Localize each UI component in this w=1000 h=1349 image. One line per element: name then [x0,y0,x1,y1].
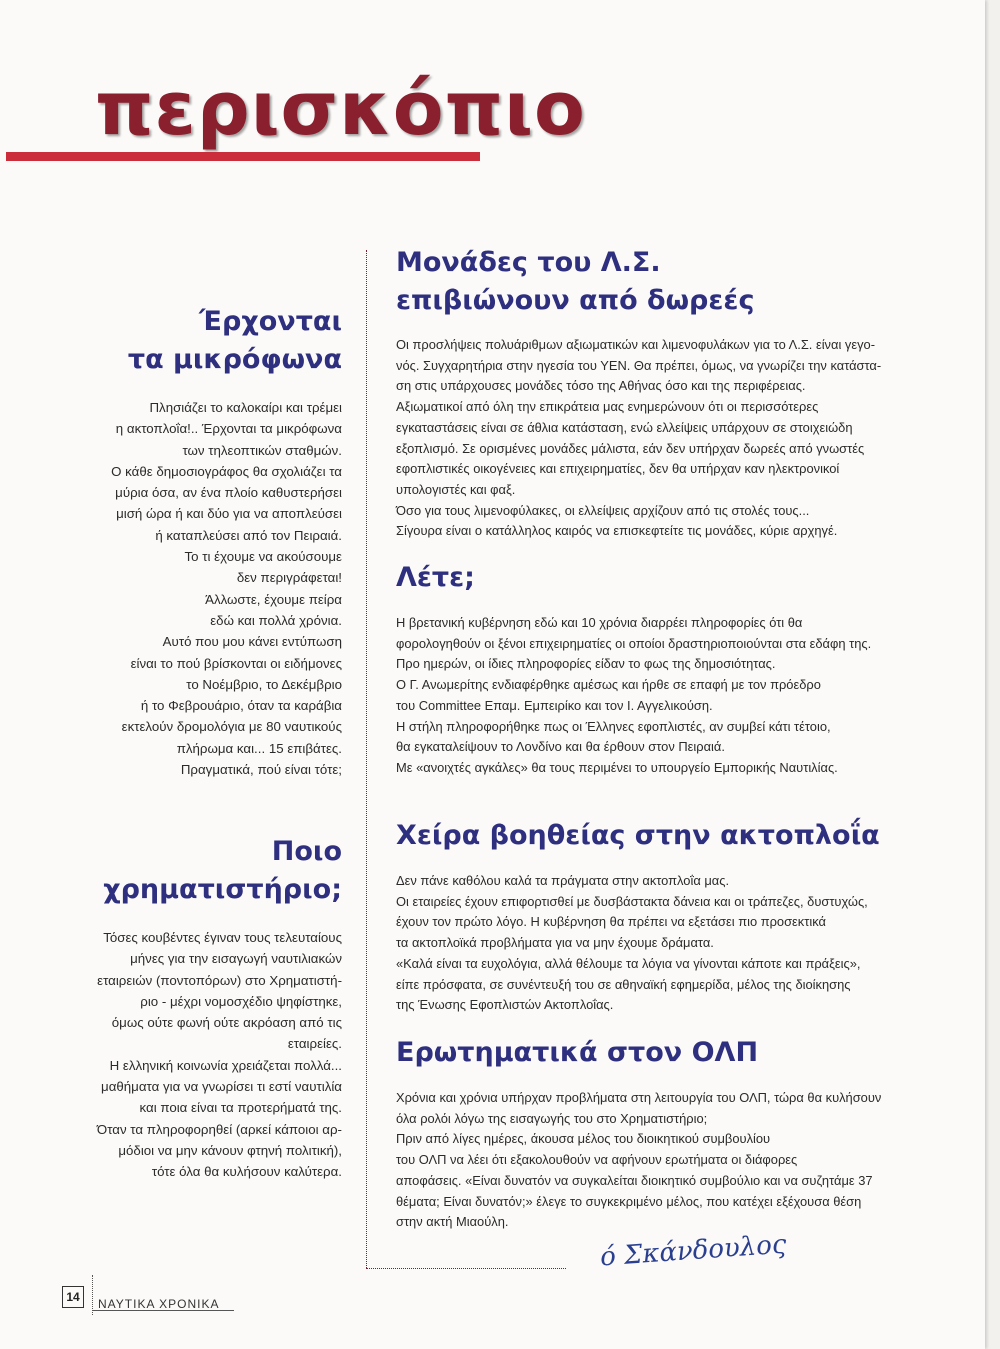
text-line: Η ελληνική κοινωνία χρειάζεται πολλά... [109,1057,342,1073]
text-line: χρηματιστήριο; [103,874,342,905]
article-body [396,335,916,542]
text-line: Η στήλη πληροφορήθηκε πως οι Έλληνες εφοπλιστές, αν συμβεί κάτι τέτοιο, [396,718,831,734]
text-line: Ποιο [271,836,342,867]
text-line: είπε πρόσφατα, σε συνέντευξή του σε αθηναϊκή εφημερίδα, μέλος της διοίκησης [396,976,851,992]
text-line: των τηλεοπτικών σταθμών. [182,442,342,458]
text-line: το Νοέμβριο, το Δεκέμβριο [186,676,342,692]
text-line: της Ένωσης Εφοπλιστών Ακτοπλοΐας. [396,997,614,1013]
text-line: έχουν τον πρώτο λόγο. Η κυβέρνηση θα πρέπει να εξετάσει πιο προσεκτικά [396,914,826,930]
section-masthead: περισκόπιο [95,66,586,152]
text-line: Τόσες κουβέντες έγιναν τους τελευταίους [103,930,342,945]
text-line: πλήρωμα και... 15 επιβάτες. [176,740,342,756]
text-line: είναι το πού βρίσκονται οι ειδήμονες [130,655,342,671]
text-line: Μονάδες του Λ.Σ. [396,247,661,278]
text-line: θέματα; Είναι δυνατόν;» έλεγε το συγκεκριμένο μέλος, που κατέχει εξέχουσα θέση [396,1193,862,1209]
article-heading: Λέτε; [396,562,475,593]
text-line: Δεν πάνε καθόλου καλά τα πράγματα στην ακτοπλοΐα μας. [396,873,730,888]
text-line: Έρχονται [199,306,342,337]
text-line: Όταν τα πληροφορηθεί (αρκεί κάποιοι αρ- [96,1121,342,1137]
text-line: Ο Γ. Ανωμερίτης ενδιαφέρθηκε αμέσως και ήρθε σε επαφή με τον πρόεδρο [396,677,821,693]
text-line: του Committee Επαμ. Εμπειρίκο και τον Ι. Αγγελικούση. [396,697,713,713]
column-divider-bottom [366,1268,566,1269]
text-line: υπολογιστές και φαξ. [396,481,516,497]
text-line: Όσο για τους λιμενοφύλακες, οι ελλείψεις αρχίζουν από τις στολές τους... [396,502,810,518]
text-line: μύρια όσα, αν ένα πλοίο καθυστερήσει [115,485,342,501]
text-line: τα μικρόφωνα [127,344,342,375]
text-line: Χρόνια και χρόνια υπήρχαν προβλήματα στη λειτουργία του ΟΛΠ, τώρα θα κυλήσουν [396,1090,882,1105]
text-line: εξοπλισμό. Σε ορισμένες μονάδες μάλιστα, εάν δεν υπήρχαν δωρεές από γνωστές [396,440,865,456]
text-line: Οι προσλήψεις πολυάριθμων αξιωματικών και λιμενοφυλάκων για το Λ.Σ. είναι γεγο- [396,337,875,352]
text-line: ή το Φεβρουάριο, όταν τα καράβια [140,698,342,714]
text-line: εκτελούν δρομολόγια με 80 ναυτικούς [121,719,342,735]
text-line: όλα ρολόι λόγω της εισαγωγής του στο Χρηματιστήριο; [396,1110,708,1126]
article-heading [396,244,916,320]
text-line: ριο - μέχρι νομοσχέδιο ψηφίστηκε, [140,993,342,1009]
article-body [396,1088,916,1233]
text-line: Ο κάθε δημοσιογράφος θα σχολιάζει τα [111,463,342,479]
text-line: μήνες για την εισαγωγή ναυτιλιακών [130,951,342,967]
text-line: θα εγκαταλείψουν το Λονδίνο και θα έρθουν στον Πειραιά. [396,739,725,755]
text-line: «Καλά είναι τα ευχολόγια, αλλά θέλουμε τα λόγια να γίνονται κάποτε και πράξεις», [396,955,861,971]
text-line: εταιρειών (ποντοπόρων) στο Χρηματιστή- [97,972,342,988]
article-body [396,871,916,1016]
text-line: Η βρετανική κυβέρνηση εδώ και 10 χρόνια διαρρέει πληροφορίες ότι θα [396,615,803,630]
text-line: δεν περιγράφεται! [236,570,342,586]
page-number: 14 [62,1286,84,1308]
text-line: Άλλωστε, έχουμε πείρα [205,591,342,607]
text-line: Σίγουρα είναι ο κατάλληλος καιρός να επισκεφτείτε τις μονάδες, κύριε αρχηγέ. [396,523,838,539]
text-line: εγκαταστάσεις είναι σε άθλια κατάσταση, ενώ ελλείψεις υπάρχουν σε στοιχειώδη [396,419,853,435]
text-line: Προ ημερών, οι ίδιες πληροφορίες είδαν το φως της δημοσιότητας. [396,656,776,672]
text-line: η ακτοπλοΐα!.. Έρχονται τα μικρόφωνα [115,421,342,437]
text-line: Αυτό που μου κάνει εντύπωση [162,634,342,650]
text-line: μισή ώρα ή και δύο για να αποπλεύσει [116,506,342,522]
left-article-stock-exchange [60,833,342,909]
right-article-coastal-shipping [396,817,916,855]
column-divider [366,250,367,1268]
text-line: νός. Συγχαρητήρια στην ηγεσία του ΥΕΝ. Θα πρέπει, όμως, να γνωρίζει την κατάστα- [396,357,882,373]
text-line: μόδιοι να μην κάνουν φτηνή πολιτική), [118,1142,342,1158]
text-line: τα ακτοπλοϊκά προβλήματα για να μην έχουμε δράματα. [396,935,714,951]
publication-name: ΝΑΥΤΙΚΑ ΧΡΟΝΙΚΑ [98,1297,220,1311]
text-line: στην ακτή Μιαούλη. [396,1214,509,1230]
text-line: εδώ και πολλά χρόνια. [210,612,342,628]
text-line: ση στις υπάρχουσες μονάδες τόσο της Αθήνας όσο και της περιφέρειας. [396,378,806,394]
right-article-lete [396,559,916,597]
article-heading [60,303,342,379]
article-heading: Χείρα βοηθείας στην ακτοπλοΐα [396,820,880,851]
text-line: μαθήματα για να γνωρίσει τι εστί ναυτιλία [101,1079,342,1095]
text-line: φορολογηθούν οι ξένοι επιχειρηματίες οι οποίοι δραστηριοποιούνται στα εδάφη της. [396,635,872,651]
text-line: Πλησιάζει το καλοκαίρι και τρέμει [149,400,342,415]
right-article-coastguard [396,244,916,320]
text-line: και ποια είναι τα προτερήματά της. [139,1100,342,1116]
text-line: Με «ανοιχτές αγκάλες» θα τους περιμένει το υπουργείο Εμπορικής Ναυτιλίας. [396,759,838,775]
right-article-olp [396,1034,916,1072]
text-line: όμως ούτε φωνή ούτε ακρόαση από τις [111,1015,342,1031]
text-line: Οι εταιρείες έχουν επιφορτισθεί με δυσβάστακτα δάνεια και οι τράπεζες, δυστυχώς, [396,893,868,909]
text-line: Αξιωματικοί από όλη την επικράτεια μας ενημερώνουν ότι οι περισσότερες [396,399,819,415]
text-line: Πραγματικά, πού είναι τότε; [180,762,342,778]
text-line: Το τι έχουμε να ακούσουμε [184,549,342,565]
text-line: αποφάσεις. «Είναι δυνατόν να συγκαλείται διοικητικό συμβούλιο και να συζητάμε 37 [396,1172,873,1188]
footer-underline [92,1310,234,1311]
article-body [60,927,342,1183]
article-body [396,613,916,779]
article-heading: Ερωτηματικά στον ΟΛΠ [396,1037,759,1068]
text-line: επιβιώνουν από δωρεές [396,285,755,316]
article-heading [60,833,342,909]
article-body [60,397,342,780]
left-article-microphones [60,303,342,379]
author-signature: ό Σκάνδουλος [599,1229,788,1273]
masthead-rule [6,152,480,161]
text-line: τότε όλα θα κυλήσουν καλύτερα. [151,1164,342,1180]
text-line: Πριν από λίγες ημέρες, άκουσα μέλος του διοικητικού συμβουλίου [396,1131,771,1147]
text-line: ή καταπλεύσει από τον Πειραιά. [155,527,342,543]
text-line: του ΟΛΠ να λέει ότι εξακολουθούν να αφήνουν ερωτήματα οι διάφορες [396,1152,798,1168]
text-line: εφοπλιστικές οικογένειες και επιχειρηματίες, δεν θα υπήρχαν καν ηλεκτρονικοί [396,461,840,477]
text-line: εταιρείες. [287,1036,342,1052]
footer-divider [92,1275,93,1315]
